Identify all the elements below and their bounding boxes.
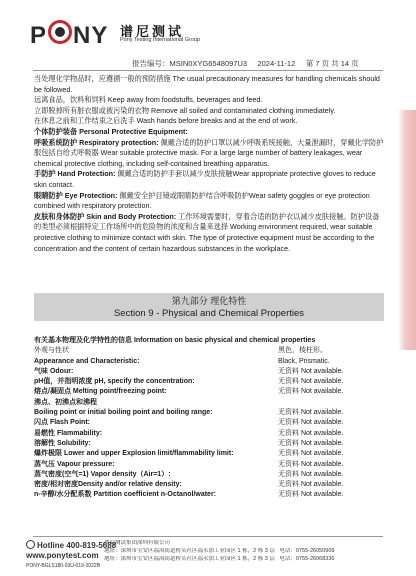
paragraph: 呼吸系统防护 Respiratory protection: 佩戴合适的防护口罩以减少呼吸系统接触，大量泄漏时，穿戴化学防护服包括自给式呼吸器 Wear suitable protective mask. For a large large number of battery leakages, wear chemical protective clothing, including self-contained breathing apparatus. [34,137,384,168]
property-row: 爆炸极限 Lower and upper Explosion limit/flammability limit: 无资料 Not available. [34,450,344,458]
property-row: 密度/相对密度Density and/or relative density: 无资料 Not available. [34,481,344,489]
website-link[interactable]: www.ponytest.com [26,551,99,560]
footer [26,540,406,576]
report-number-label: 报告编号： [132,59,170,68]
property-row: 易燃性 Flammability: 无资料 Not available. [34,429,344,437]
property-row: Appearance and Characteristic: Black, Prismatic. [34,357,330,365]
report-number: MSIN0XYG6548097U3 [169,59,248,68]
paragraph: 皮肤和身体防护 Skin and Body Protection: 工作环境需要时，穿着合适的防护衣以减少皮肤接触。防护设备的类型必须根据特定工作场所中的危险物的浓度和含量来选择 Working environment required, wear suitable protective clothing to minimize contact with skin. The type of protective equipment must be according to the concentration and the content of certain hazardous substances in the workplace. [34,211,380,253]
section-title-en: Section 9 - Physical and Chemical Properties [113,308,305,319]
footer-address-2: 地址：深圳市宝安区福海街道桥头社区福永加工业园区 1 栋，2 栋 3 层 电话：0755-26068336 [104,556,335,562]
paragraph: 立即脱掉所有脏衣服或被污染的衣物 Remove all soiled and contaminated clothing immediately. [34,105,336,115]
brand-name-cn: 谱尼测试 [120,24,185,39]
footer-divider [33,536,383,537]
property-row: 熔点/凝固点 Melting point/freezing point: 无资料 Not available. [34,388,344,396]
section-title-cn: 第九部分 理化特性 [171,296,247,306]
form-code: PONY-BGLS180-03U-019-2022B [26,563,101,569]
logo-o-icon [48,20,72,44]
handling-text [34,74,386,254]
brand-name-en: Pony Testing International Group [120,37,201,43]
paragraph: 眼睛防护 Eye Protection: 佩戴安全护目镜或眼睛防护结合呼吸防护Wear safety goggles or eye protection combined with respiratory protection. [34,190,370,211]
header-divider [33,70,383,71]
paragraph: 手防护 Hand Protection: 佩戴合适的防护手套以减少皮肤接触Wear appropriate protective gloves to reduce skin contact. [34,169,376,189]
section-9-heading [34,293,384,321]
property-row: 蒸气密度(空气=1) Vapor density（Air=1）: 无资料 Not available. [34,470,344,478]
property-row: 外观与性状 黑色，棱柱形。 [34,347,327,355]
property-row: 闪点 Flash Point: 无资料 Not available. [34,419,344,427]
phone-icon [26,540,35,549]
property-row: 溶解性 Solubility: 无资料 Not available. [34,439,344,447]
property-row: n-辛醇/水分配系数 Partition coefficient n-Octanol/water: 无资料 Not available. [34,491,344,499]
paragraph: 当处理化学物品时，应遵循一般的预防措施 The usual precautionary measures for handling chemicals should be followed. [34,74,380,94]
company-name: 谱尼测试集团深圳有限公司 [104,540,171,546]
hotline: Hotline 400-819-5688 [26,540,116,550]
header [30,20,390,48]
footer-address-1: 地址：深圳市宝安区福海街道桥头社区福永加工业园区 1 栋，2 栋 3 层 电话：0755-26050909 [104,548,335,554]
property-row: 沸点、初沸点和沸程 [34,398,97,406]
property-row: 蒸气压 Vapour pressure: 无资料 Not available. [34,460,344,468]
pony-logo: P NY [30,22,109,49]
report-info [132,58,402,69]
paragraph: 远离食品，饮料和饲料 Keep away from foodstuffs, beverages and feed. [34,95,263,105]
property-row: 气味 Odour: 无资料 Not available. [34,367,344,375]
property-row: Boiling point or initial boiling point and boiling range: 无资料 Not available. [34,409,344,417]
property-row: 有关基本物理及化学特性的信息 Information on basic physical and chemical properties [34,337,316,344]
report-date: 2024-11-12 [257,59,296,68]
paragraph: 个体防护装备 Personal Protective Equipment: [34,126,188,136]
paragraph: 在休息之前和工作结束之后洗手 Wash hands before breaks and at the end of work. [34,116,298,126]
page-indicator: 第 7 页 共 14 页 [305,59,359,68]
property-row: pH值，并指明浓度 pH, specify the concentration: 无资料 Not available. [34,378,344,386]
seal-stamp [398,110,416,350]
properties-list [34,336,386,501]
